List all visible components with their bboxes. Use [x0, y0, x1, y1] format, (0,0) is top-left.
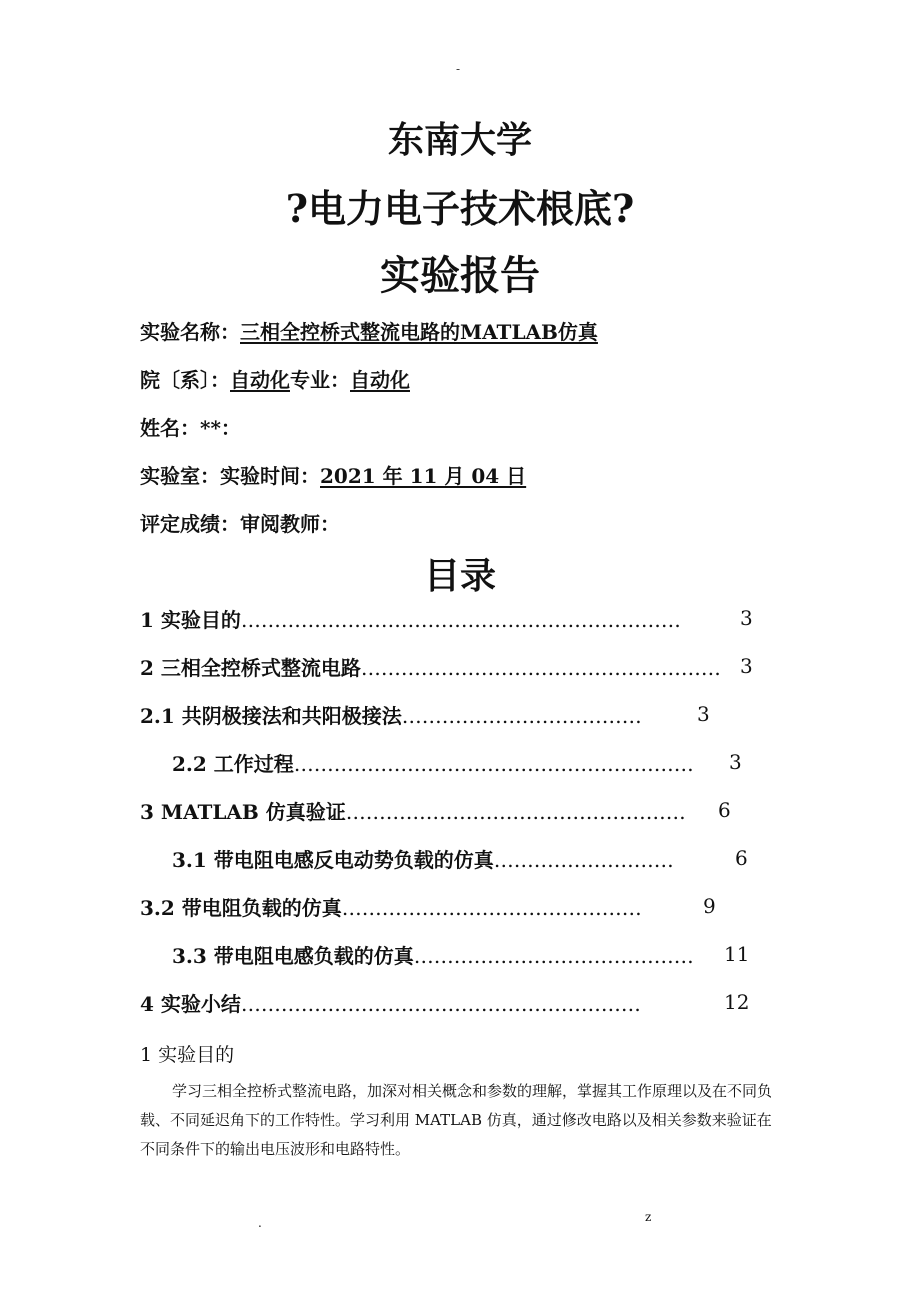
university-title: 东南大学 [387, 119, 532, 161]
lab-time-value: 2021 年 11 月 04 日 [320, 464, 527, 488]
toc-leader: ……………………………………… [341, 896, 642, 920]
toc-page-number: 6 [735, 846, 748, 870]
toc-item-label: 2 三相全控桥式整流电路 [140, 656, 361, 680]
footer-right-mark: z [645, 1210, 652, 1224]
major-value: 自动化 [350, 368, 410, 392]
toc-item[interactable] [140, 604, 681, 633]
toc-leader: ……………………………………………… [360, 656, 721, 680]
toc-item[interactable] [172, 940, 694, 969]
toc-item[interactable] [172, 844, 674, 873]
grade-line: 评定成绩：审阅教师： [140, 512, 340, 536]
student-name-line: 姓名：**： [140, 416, 241, 440]
department-value: 自动化 [230, 368, 290, 392]
experiment-name-label: 实验名称： [140, 320, 240, 344]
toc-leader: …………………………………………… [345, 800, 686, 824]
lab-time-line [140, 460, 526, 489]
toc-page-number: 11 [724, 942, 750, 966]
toc-page-number: 9 [703, 894, 716, 918]
toc-item-label: 1 实验目的 [140, 608, 241, 632]
section-heading: 1 实验目的 [140, 1044, 235, 1066]
toc-leader: ……………………………… [401, 704, 642, 728]
toc-leader: ……………………… [493, 848, 674, 872]
footer-left-mark: . [258, 1216, 262, 1230]
toc-page-number: 12 [724, 990, 750, 1014]
toc-item[interactable] [140, 652, 721, 681]
toc-item[interactable] [140, 700, 642, 729]
header-mark: - [456, 62, 461, 76]
toc-page-number: 3 [729, 750, 742, 774]
lab-time-label: 实验室：实验时间： [140, 464, 320, 488]
department-line [140, 364, 410, 393]
major-label: 专业： [290, 368, 350, 392]
toc-item-label: 2.1 共阴极接法和共阳极接法 [140, 704, 402, 728]
report-title: 实验报告 [380, 252, 540, 299]
toc-item-label: 3 MATLAB 仿真验证 [140, 800, 346, 824]
experiment-name-value: 三相全控桥式整流电路的MATLAB仿真 [240, 320, 598, 344]
toc-page-number: 3 [697, 702, 710, 726]
toc-item-label: 2.2 工作过程 [172, 752, 294, 776]
toc-item-label: 4 实验小结 [140, 992, 241, 1016]
toc-page-number: 3 [740, 606, 753, 630]
section-paragraph: 学习三相全控桥式整流电路，加深对相关概念和参数的理解，掌握其工作原理以及在不同负载、不同延迟角下的工作特性。学习利用 MATLAB 仿真，通过修改电路以及相关参数来验证在不同条件下的输出电压波形和电路特性。 [140, 1082, 773, 1158]
experiment-name-line [140, 316, 598, 345]
course-title: ?电力电子技术根底? [285, 186, 635, 231]
toc-leader: ………………………………………………………… [240, 608, 681, 632]
toc-item-label: 3.3 带电阻电感负载的仿真 [172, 944, 414, 968]
toc-item[interactable] [140, 892, 642, 921]
toc-item[interactable] [140, 796, 686, 825]
toc-item[interactable] [140, 988, 641, 1017]
toc-leader: …………………………………………………… [240, 992, 641, 1016]
toc-item[interactable] [172, 748, 694, 777]
toc-title: 目录 [423, 555, 496, 597]
department-label: 院〔系〕： [140, 368, 230, 392]
toc-page-number: 3 [740, 654, 753, 678]
toc-page-number: 6 [718, 798, 731, 822]
toc-leader: …………………………………………………… [293, 752, 694, 776]
toc-item-label: 3.1 带电阻电感反电动势负载的仿真 [172, 848, 494, 872]
toc-item-label: 3.2 带电阻负载的仿真 [140, 896, 342, 920]
toc-leader: …………………………………… [413, 944, 694, 968]
